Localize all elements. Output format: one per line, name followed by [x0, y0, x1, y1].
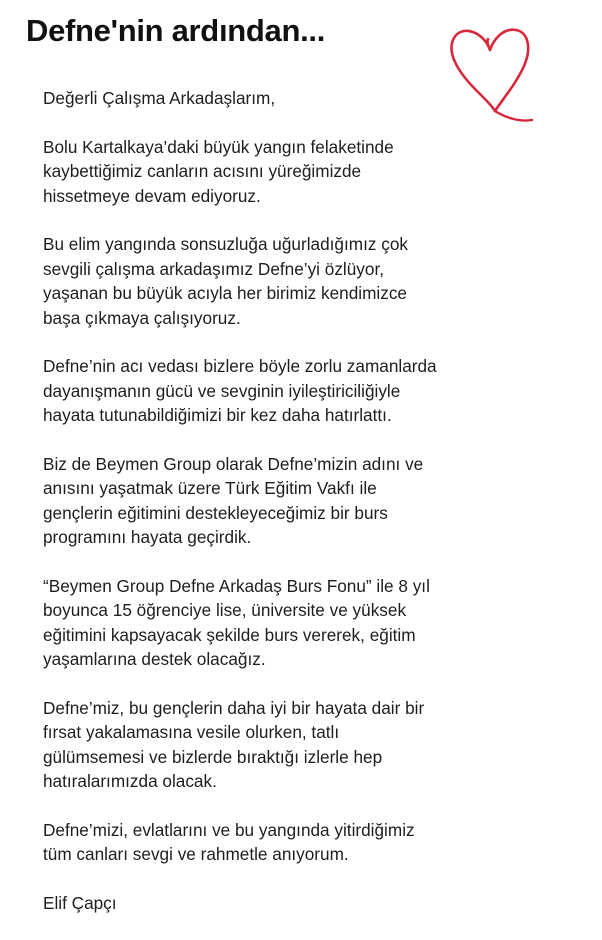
paragraph-line: sevgili çalışma arkadaşımız Defne’yi özlüyor, — [43, 258, 385, 279]
paragraph-line: hayata tutunabildiğimizi bir kez daha hatırlattı. — [43, 405, 392, 425]
paragraph-line: eğitimini kapsayacak şekilde burs vererek, eğitim — [43, 624, 416, 645]
paragraph-line: fırsat yakalamasına vesile olurken, tatlı — [43, 722, 340, 742]
paragraph-line: kaybettiğimiz canların acısını yüreğimizde — [43, 161, 362, 181]
paragraph — [43, 232, 573, 330]
letter-body — [43, 86, 573, 915]
paragraph-line: tüm canları sevgi ve rahmetle anıyorum. — [43, 844, 349, 864]
paragraph-line: dayanışmanın gücü ve sevginin iyileştiriciliğiyle — [43, 380, 401, 401]
paragraph — [43, 818, 573, 867]
page-title: Defne'nin ardından... — [26, 13, 326, 48]
paragraph — [43, 574, 573, 672]
paragraph-line: gençlerin eğitimini destekleyeceğimiz bir burs — [43, 502, 388, 523]
signature: Elif Çapçı — [43, 892, 117, 913]
paragraph — [43, 354, 573, 428]
paragraph — [43, 452, 573, 550]
paragraph-line: Defne’miz, bu gençlerin daha iyi bir hayata dair bir — [43, 697, 425, 718]
paragraph-line: boyunca 15 öğrenciye lise, üniversite ve yüksek — [43, 600, 407, 620]
paragraph — [43, 135, 573, 209]
paragraph — [43, 696, 573, 794]
paragraph-line: başa çıkmaya çalışıyoruz. — [43, 307, 241, 328]
paragraph-line: Defne’mizi, evlatlarını ve bu yangında yitirdiğimiz — [43, 819, 415, 840]
paragraph-line: yaşamlarına destek olacağız. — [43, 649, 266, 669]
paragraph-line: Bolu Kartalkaya’daki büyük yangın felaketinde — [43, 136, 394, 157]
paragraph-line: gülümsemesi ve bizlerde bıraktığı izlerle hep — [43, 746, 383, 767]
paragraph-line: hatıralarımızda olacak. — [43, 771, 217, 791]
paragraph-line: Bu elim yangında sonsuzluğa uğurladığımız çok — [43, 234, 408, 254]
paragraph-line: programını hayata geçirdik. — [43, 527, 252, 547]
paragraph-line: anısını yaşatmak üzere Türk Eğitim Vakfı ile — [43, 478, 377, 498]
paragraph-line: Biz de Beymen Group olarak Defne’mizin adını ve — [43, 453, 424, 474]
paragraph-line: hissetmeye devam ediyoruz. — [43, 185, 261, 206]
paragraph-line: Defne’nin acı vedası bizlere böyle zorlu zamanlarda — [43, 356, 437, 376]
paragraph-line: yaşanan bu büyük acıyla her birimiz kendimizce — [43, 283, 407, 303]
paragraph-line: “Beymen Group Defne Arkadaş Burs Fonu” ile 8 yıl — [43, 575, 430, 596]
letter-greeting: Değerli Çalışma Arkadaşlarım, — [43, 88, 276, 108]
